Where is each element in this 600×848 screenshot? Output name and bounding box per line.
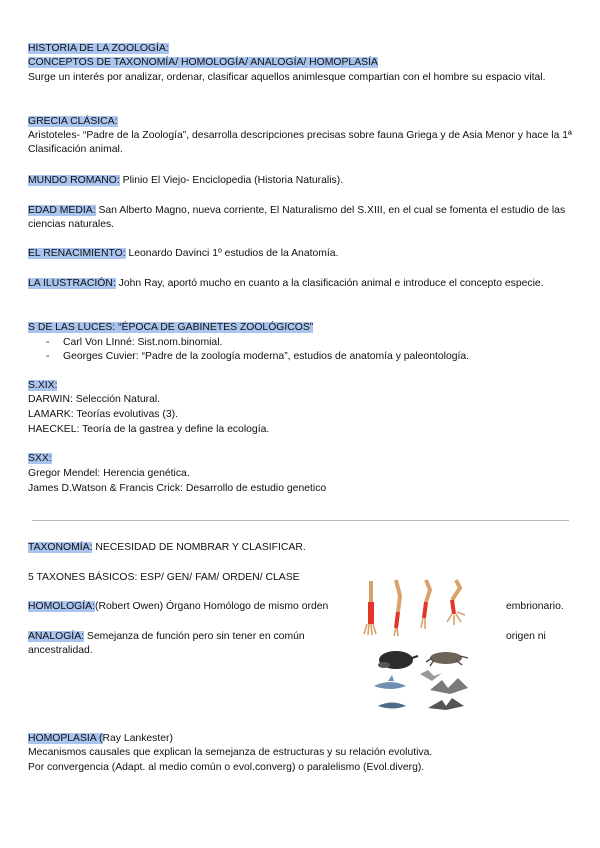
homoplasia-line-2: Por convergencia (Adapt. al medio común o evol.converg) o paralelismo (Evol.diverg). <box>28 762 425 773</box>
intro-paragraph: Surge un interés por analizar, ordenar, clasificar aquellos animlesque compartian con el hombre su espacio vital. <box>28 72 546 83</box>
animals-mole-icon <box>378 651 418 669</box>
media-heading: EDAD MEDIA: <box>28 205 96 216</box>
doc-title-1: HISTORIA DE LA ZOOLOGÍA: <box>28 43 169 54</box>
roma-heading: MUNDO ROMANO: <box>28 175 120 186</box>
dash-bullet: - <box>46 337 50 348</box>
renacimiento-paragraph <box>28 247 338 261</box>
taxonomia-text: NECESIDAD DE NOMBRAR Y CLASIFICAR. <box>95 542 306 553</box>
homologia-tail: embrionario. <box>506 601 564 612</box>
sxix-heading: S.XIX: <box>28 380 58 391</box>
luces-heading-line <box>28 321 313 335</box>
ilustracion-text: John Ray, aportó mucho en cuanto a la clasificación animal e introduce el concepto especie. <box>118 278 544 289</box>
homology-illustration <box>360 578 482 720</box>
sxx-heading: SXX: <box>28 453 52 464</box>
sxix-line-haeckel: HAECKEL: Teoría de la gastrea y define la ecología. <box>28 424 270 435</box>
sxix-line-lamark: LAMARK: Teorías evolutivas (3). <box>28 409 178 420</box>
limb-bat-wing-icon <box>447 580 465 625</box>
grecia-heading-line <box>28 115 118 129</box>
roma-paragraph <box>28 174 343 188</box>
ilustracion-heading: LA ILUSTRACIÓN: <box>28 278 116 289</box>
dash-bullet: - <box>46 351 50 362</box>
homologia-heading: HOMOLOGÍA: <box>28 601 95 612</box>
homoplasia-heading: HOMOPLASIA ( <box>28 733 103 744</box>
homologia-text: (Robert Owen) Órgano Homólogo de mismo orden <box>94 601 329 612</box>
list-item: - Georges Cuvier: “Padre de la zoología moderna”, estudios de anatomía y paleontología. <box>46 351 470 362</box>
grecia-text: Aristoteles- “Padre de la Zoología”, desarrolla descripciones precisas sobre fauna Griega y de Asia Menor y hace la 1ª Clasificación animal. <box>28 130 572 155</box>
homologous-limbs-image <box>360 578 482 720</box>
analogia-heading: ANALOGÍA: <box>28 631 85 642</box>
roma-text: Plinio El Viejo- Enciclopedia (Historia Naturalis). <box>122 175 344 186</box>
sxix-heading-line <box>28 379 57 393</box>
media-text: San Alberto Magno, nueva corriente, El Naturalismo del S.XIII, en el cual se fomenta el estudio de las ciencias naturales. <box>28 205 566 230</box>
doc-title-line-1 <box>28 42 169 56</box>
doc-title-line-2 <box>28 56 378 70</box>
animals-swimmers-icon <box>374 675 406 709</box>
analogia-tail: origen ni <box>506 631 546 642</box>
homoplasia-author: Ray Lankester) <box>102 733 173 744</box>
ilustracion-paragraph <box>28 277 573 291</box>
section-divider <box>32 520 569 521</box>
sxix-line-darwin: DARWIN: Selección Natural. <box>28 394 161 405</box>
homoplasia-line-1: Mecanismos causales que explican la semejanza de estructuras y su relación evolutiva. <box>28 747 433 758</box>
media-paragraph <box>28 204 573 231</box>
sxx-line-mendel: Gregor Mendel: Herencia genética. <box>28 468 190 479</box>
taxonomia-paragraph <box>28 541 306 555</box>
analogia-line-2: ancestralidad. <box>28 645 93 656</box>
sxx-line-watson-crick: James D.Watson & Francis Crick: Desarrollo de estudio genetico <box>28 483 327 494</box>
limb-whale-fin-icon <box>421 580 430 629</box>
analogia-text: Semejanza de función pero sin tener en común <box>86 631 305 642</box>
analogia-paragraph <box>28 630 305 644</box>
doc-title-2: CONCEPTOS DE TAXONOMÍA/ HOMOLOGÍA/ ANALOGÍA/ HOMOPLASÍA <box>28 57 378 68</box>
homologia-paragraph <box>28 600 328 614</box>
renacimiento-text: Leonardo Davinci 1º estudios de la Anatomía. <box>128 248 339 259</box>
luces-heading: S DE LAS LUCES: “ÉPOCA DE GABINETES ZOOLÓGICOS” <box>28 322 314 333</box>
renacimiento-heading: EL RENACIMIENTO: <box>28 248 126 259</box>
animals-flyers-icon <box>420 670 468 710</box>
sxx-heading-line <box>28 452 52 466</box>
taxonomia-heading: TAXONOMÍA: <box>28 542 93 553</box>
list-item: - Carl Von LInné: Sist.nom.binomial. <box>46 337 223 348</box>
taxones-line: 5 TAXONES BÁSICOS: ESP/ GEN/ FAM/ ORDEN/ CLASE <box>28 572 300 583</box>
homoplasia-heading-line <box>28 732 173 746</box>
grecia-heading: GRECIA CLÁSICA: <box>28 116 118 127</box>
limb-bird-wing-icon <box>394 580 400 636</box>
limb-human-icon <box>364 581 376 635</box>
animals-mole-cricket-icon <box>426 652 468 666</box>
